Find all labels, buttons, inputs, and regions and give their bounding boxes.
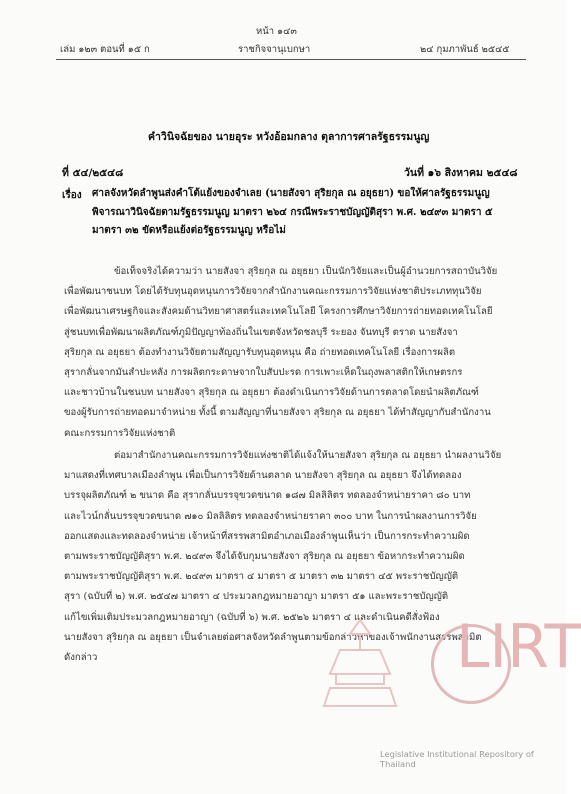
page-number: หน้า ๑๔๓: [256, 26, 297, 37]
gazette-name: ราชกิจจานุเบกษา: [238, 44, 311, 55]
paragraph-facts: [64, 262, 524, 444]
header-rule: [56, 59, 526, 60]
subject-line: พิจารณาวินิจฉัยตามรัฐธรรมนูญ มาตรา ๒๖๔ กรณีพระราชบัญญัติสุรา พ.ศ. ๒๔๙๓ มาตรา ๕: [92, 206, 493, 218]
paragraph-line: มาแสดงที่เทศบาลเมืองลำพูน เพื่อเป็นการวิจัยด้านตลาด นายสังจา สุริยกุล ณ อยุธยา จึงได้ทดลอง: [64, 470, 462, 482]
paragraph-line: ดังกล่าว: [64, 651, 98, 663]
subject-label: เรื่อง: [62, 190, 82, 201]
paragraph-line: คณะกรรมการวิจัยแห่งชาติ: [64, 427, 176, 439]
paragraph-line: ของผู้รับการถ่ายทอดมาจำหน่าย ทั้งนี้ ตามสัญญาที่นายสังจา สุริยกุล ณ อยุธยา ได้ทำสัญญากับสำนักงาน: [64, 407, 491, 419]
paragraph-line: บรรจุผลิตภัณฑ์ ๒ ขนาด คือ สุรากลั่นบรรจุขวดขนาด ๑๘๗ มิลลิลิตร ทดลองจำหน่ายราคา ๘๐ บาท: [64, 490, 471, 502]
paragraph-line: และไวน์กลั่นบรรจุขวดขนาด ๗๑๐ มิลลิลิตร ทดลองจำหน่ายราคา ๓๐๐ บาท ในการนำผลงานการวิจัย: [64, 510, 477, 522]
paragraph-line: สุรา (ฉบับที่ ๒) พ.ศ. ๒๕๔๗ มาตรา ๔ ประมวลกฎหมายอาญา มาตรา ๕๑ และพระราชบัญญัติ: [64, 591, 449, 603]
paragraph-line: ออกแสดงและทดลองจำหน่าย เจ้าหน้าที่สรรพสามิตอำเภอเมืองลำพูนเห็นว่า เป็นการกระทำความผิด: [64, 530, 470, 542]
subject-block: [92, 185, 493, 241]
paragraph-line: สุริยกุล ณ อยุธยา ต้องทำงานวิจัยตามสัญญารับทุนอุดหนุน คือ ถ่ายทอดเทคโนโลยี เรื่องการผลิต: [64, 346, 456, 358]
document-title: คำวินิจฉัยของ นายอุระ หวังอ้อมกลาง ตุลาการศาลรัฐธรรมนูญ: [148, 131, 430, 143]
case-number: ที่ ๕๔/๒๕๔๘: [62, 167, 124, 179]
case-date: วันที่ ๑๖ สิงหาคม ๒๕๔๘: [404, 167, 518, 179]
paragraph-line: และชาวบ้านในชนบท นายสังจา สุริยกุล ณ อยุธยา ต้องดำเนินการวิจัยด้านการตลาดโดยนำผลิตภัณฑ์: [64, 387, 479, 399]
paragraph-line: ข้อเท็จจริงได้ความว่า นายสังจา สุริยกุล ณ อยุธยา เป็นนักวิจัยและเป็นผู้อำนวยการสถาบันวิจัย: [114, 266, 498, 277]
paragraph-line: เพื่อพัฒนาเศรษฐกิจและสังคมด้านวิทยาศาสตร์และเทคโนโลยี โครงการศึกษาวิจัยการถ่ายทอดเทคโนโลยี: [64, 306, 493, 318]
paragraph-line: ตามพระราชบัญญัติสุรา พ.ศ. ๒๔๙๓ มาตรา ๔ มาตรา ๕ มาตรา ๓๒ มาตรา ๔๕ พระราชบัญญัติ: [64, 571, 459, 583]
paragraph-line: ต่อมาสำนักงานคณะกรรมการวิจัยแห่งชาติได้แจ้งให้นายสังจา สุริยกุล ณ อยุธยา นำผลงานวิจัย: [114, 450, 502, 461]
logo-subtitle: Legislative Institutional Repository of Thailand: [380, 749, 534, 769]
paragraph-line: เพื่อพัฒนาชนบท โดยได้รับทุนอุดหนุนการวิจัยจากสำนักงานคณะกรรมการวิจัยแห่งชาติประเภททุนวิจัย: [64, 286, 482, 298]
subject-line: มาตรา ๓๒ ขัดหรือแย้งต่อรัฐธรรมนูญ หรือไม่: [92, 225, 286, 236]
logo-mark: LIRT: [456, 612, 581, 682]
parliament-emblem-icon: [300, 604, 420, 724]
subject-line: ศาลจังหวัดลำพูนส่งคำโต้แย้งของจำเลย (นายสังจา สุริยกุล ณ อยุธยา) ขอให้ศาลรัฐธรรมนูญ: [92, 188, 490, 199]
gazette-volume: เล่ม ๑๒๓ ตอนที่ ๑๕ ก: [60, 44, 150, 55]
paragraph-line: ตามพระราชบัญญัติสุรา พ.ศ. ๒๔๙๓ จึงได้จับกุมนายสังจา สุริยกุล ณ อยุธยา ข้อหากระทำความผิด: [64, 550, 465, 562]
paragraph-line: นายสังจา สุริยกุล ณ อยุธยา เป็นจำเลยต่อศาลจังหวัดลำพูนตามข้อกล่าวหาของเจ้าพนักงานสรรพสามิต: [64, 631, 482, 643]
paragraph-line: สุรากลั่นจากมันสำปะหลัง การผลิตกระดาษจากใบสับปะรด การเพาะเห็ดในถุงพลาสติกให้เกษตรกร: [64, 366, 463, 378]
paragraph-line: สู่ชนบทเพื่อพัฒนาผลิตภัณฑ์ภูมิปัญญาท้องถิ่นในเขตจังหวัดชลบุรี ระยอง จันทบุรี ตราด นายสังจา: [64, 326, 458, 338]
gazette-date: ๒๔ กุมภาพันธ์ ๒๕๔๕: [420, 44, 510, 55]
paragraph-line: แก้ไขเพิ่มเติมประมวลกฎหมายอาญา (ฉบับที่ ๖) พ.ศ. ๒๕๒๖ มาตรา ๔ และดำเนินคดีสั่งฟ้อง: [64, 611, 440, 623]
